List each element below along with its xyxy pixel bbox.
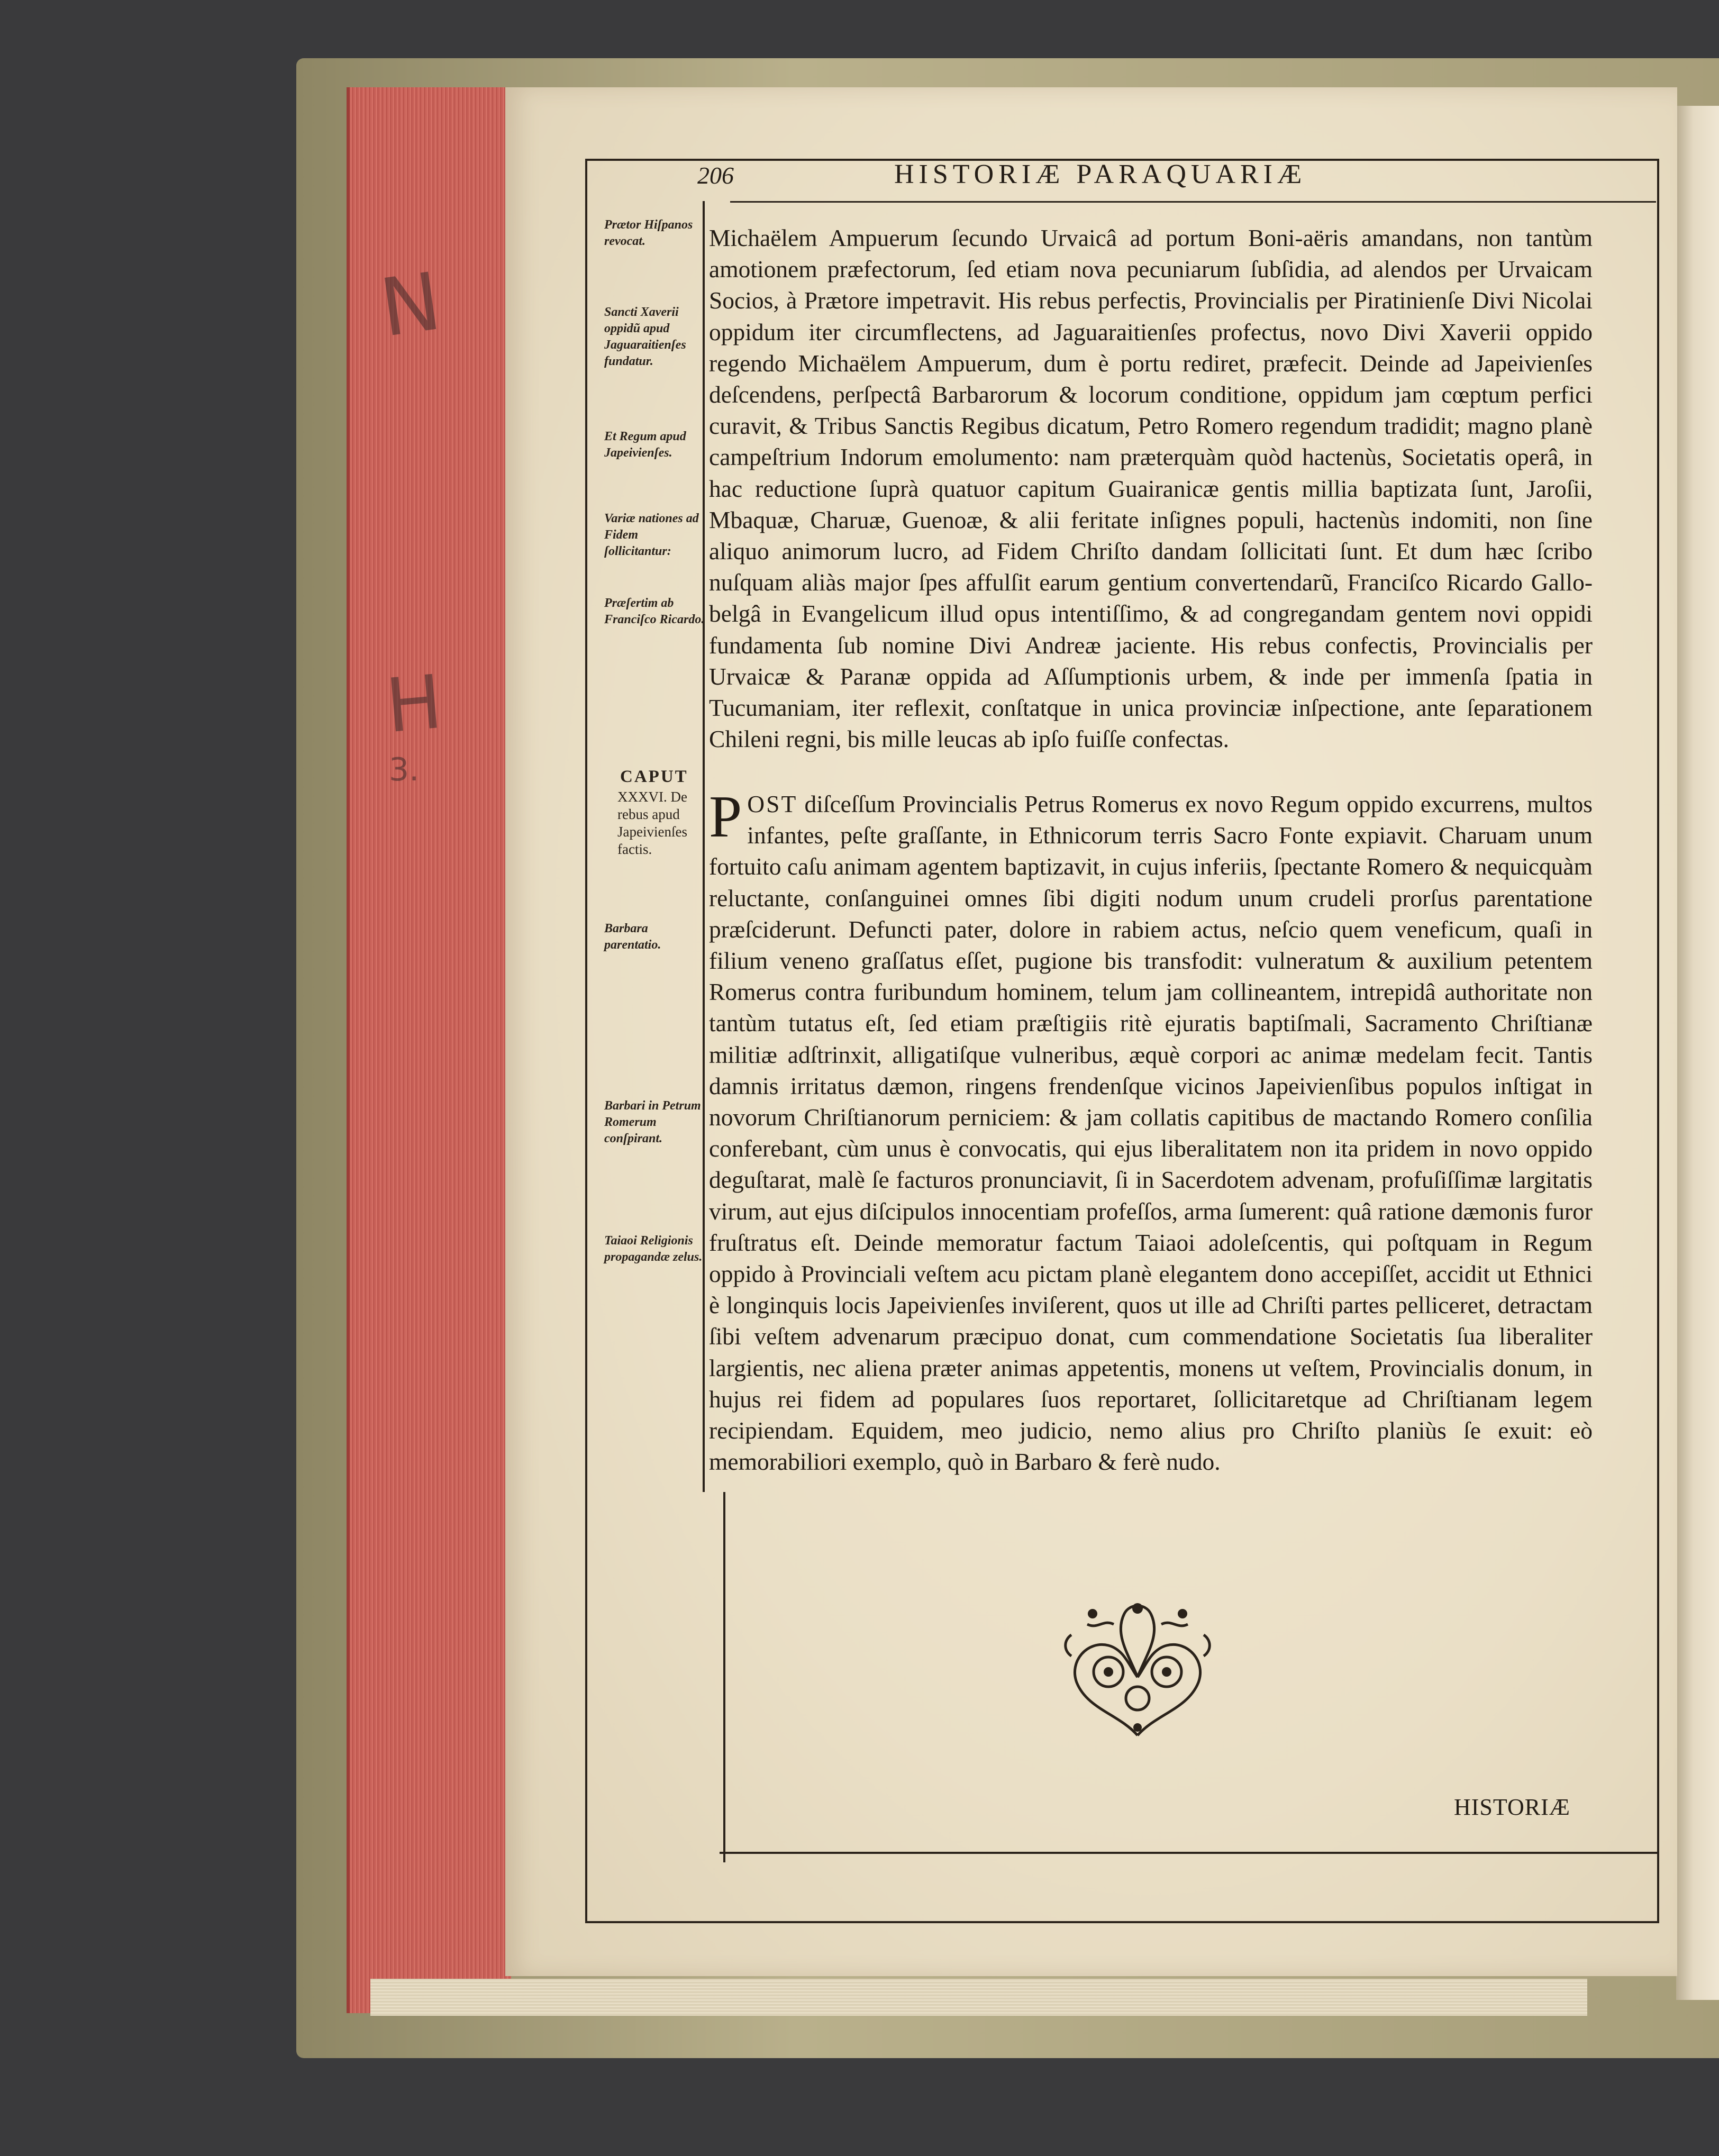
margin-note-barbari: Barbari in Petrum Romerum conſpirant. [604,1099,701,1145]
margin-note-praetor: Prætor Hiſpanos revocat. [604,218,693,248]
margin-note-ricardo: Præſertim ab Franciſco Ricardo. [604,596,705,626]
drop-cap: P [709,784,742,850]
tailpiece-ornament-icon [1056,1593,1220,1746]
page-stack [370,1979,1587,2016]
paragraph-1: Michaëlem Ampuerum ſecundo Urvaicâ ad portum Boni-aëris amandans, non tantùm amotionem præfectorum, ſed etiam nova pecuniarum ſubſidia, ad alendos per Urvaicam Socios, à Prætore impetravit. His rebus perfectis, Provincialis per Piratinienſe Divi Nicolai oppidum iter circumflectens, ad Jaguaraitienſes profectus, novo Divi Xaverii oppido regendo Michaëlem Ampuerum, dum è portu rediret, præfecit. Deinde ad Japeivienſes deſcendens, perſpectâ Barbarorum & locorum conditione, oppidum jam cœptum perfici curavit, & Tribus Sanctis Regibus dicatum, Petro Romero regendum tradidit; magno planè campeſtrium Indorum emolumento: nam præterquàm quòd hactenùs, Societatis operâ, in hac reductione ſuprà quatuor capitum Guairanicæ gentis millia baptizata ſunt, Jaroſii, Mbaquæ, Charuæ, Guenoæ, & alii feritate inſignes populi, hactenùs indomiti, non ſine aliquo animorum lucro, ad Fidem Chriſto dandam ſollicitati ſunt. Et dum hæc ſcribo nuſquam aliàs major ſpes affulſit earum gentium convertendarũ, Franciſco Ricardo Gallo-belgâ in Evangelicum illud opus intentiſſimo, & ad congregandam gentem novi oppidi fundamenta ſub nomine Divi Andreæ jaciente. His rebus confectis, Provincialis per Urvaicæ & Paranæ oppida ad Aſſumptionis urbem, & inde per immenſa ſpatia in Tucumaniam, iter reflexit, conſtatque in unica provinciæ inſpectione, ante ſeparationem Chileni regni, bis mille leucas ab ipſo fuiſſe confectas. [709,224,1593,753]
margin-note-regum: Et Regum apud Japeivienſes. [604,430,686,460]
pencil-mark-bottom: 3. [389,751,420,788]
margin-note-taiaoi: Taiaoi Religionis propagandæ zelus. [604,1234,703,1264]
header-rule [730,201,1656,203]
page-edges-red [347,87,511,2013]
catchword: HISTORIÆ [1454,1794,1570,1820]
caput-title: CAPUT [620,767,688,786]
margin-note-barbara: Barbara parentatio. [604,922,661,952]
running-head: HISTORIÆ PARAQUARIÆ [894,159,1307,189]
paragraph-2-text: diſceſſum Provincialis Petrus Romerus ex novo Regum oppido excurrens, multos infantes, peſte graſſante, in Ethnicorum terris Sacro Fonte expiavit. Charuam unum fortuito caſu animam agentem baptizavit, in cujus inferiis, ſpectante Romero & nequicquàm reluctante, conſanguinei omnes ſibi digiti nodum unum crudeli prorſus parentatione præſciderunt. Defuncti pater, dolore in rabiem actus, neſcio quem veneficum, quaſi in filium veneno graſſatus eſſet, pugione bis transfodit: vulneratum & auxilium petentem Romerus contra furibundum hominem, telum jam collineantem, intrepidâ authoritate non tantùm tutatus eſt, ſed etiam præſtigiis ritè ejuratis baptiſmali, Sacramento Chriſtianæ militiæ adſtrinxit, alligatiſque vulneribus, æquè corpori ac animæ medelam fecit. Tantis damnis irritatus dæmon, ringens frendenſque vicinos Japeivienſibus populos inſtigat in novorum Chriſtianorum perniciem: & jam collatis capitibus de mactando Romero conſilia conferebant, cùm unus è convocatis, qui ejus liberalitatem non ita pridem in novo oppido deguſtarat, malè ſe facturos pronunciavit, ſi in Sacerdotem advenam, profuſiſſimæ largitatis virum, aut ejus diſcipulos innocentiam profeſſos, arma ſumerent: quâ ratione dæmonis furor fruſtratus eſt. Deinde memoratur factum Taiaoi adoleſcentis, qui poſtquam in Regum oppido à Provinciali veſtem acu pictam planè elegantem dono accepiſſet, accidit ut Ethnici è longinquis locis Japeivienſes inviſerent, quos ut ille ad Chriſti partes pelliceret, detractam ſibi veſtem advenarum præcipuo donat, cum commendatione Societatis ſua liberaliter largientis, nec aliena præter animas appetentis, monens ut veſtem, Provincialis donum, in hujus rei fidem ad populares ſuos reportaret, ſollicitaretque ad Chriſtianam legem recipiendam. Equidem, meo judicio, nemo alius pro Chriſto planiùs ſe exuit: eò memorabiliori exemplo, quò in Barbaro & ferè nudo. [709,790,1593,1476]
pencil-mark-top: N [375,256,447,355]
paragraph-2-smallcaps: OST [747,790,798,817]
facing-page-edge [1676,106,1719,2000]
margin-note-variae: Variæ nationes ad Fidem ſollicitantur: [604,512,699,558]
paragraph-2 [709,784,1593,1477]
margin-note-xaverii: Sancti Xaverii oppidũ apud Jaguaraitienſes fundatur. [604,305,686,368]
page-number: 206 [697,162,734,189]
pencil-mark-middle: H [383,659,446,750]
bottom-rule [720,1852,1659,1854]
inner-rule-lower [723,1492,725,1862]
caput-body: XXXVI. De rebus apud Japeivienſes factis. [617,789,687,857]
